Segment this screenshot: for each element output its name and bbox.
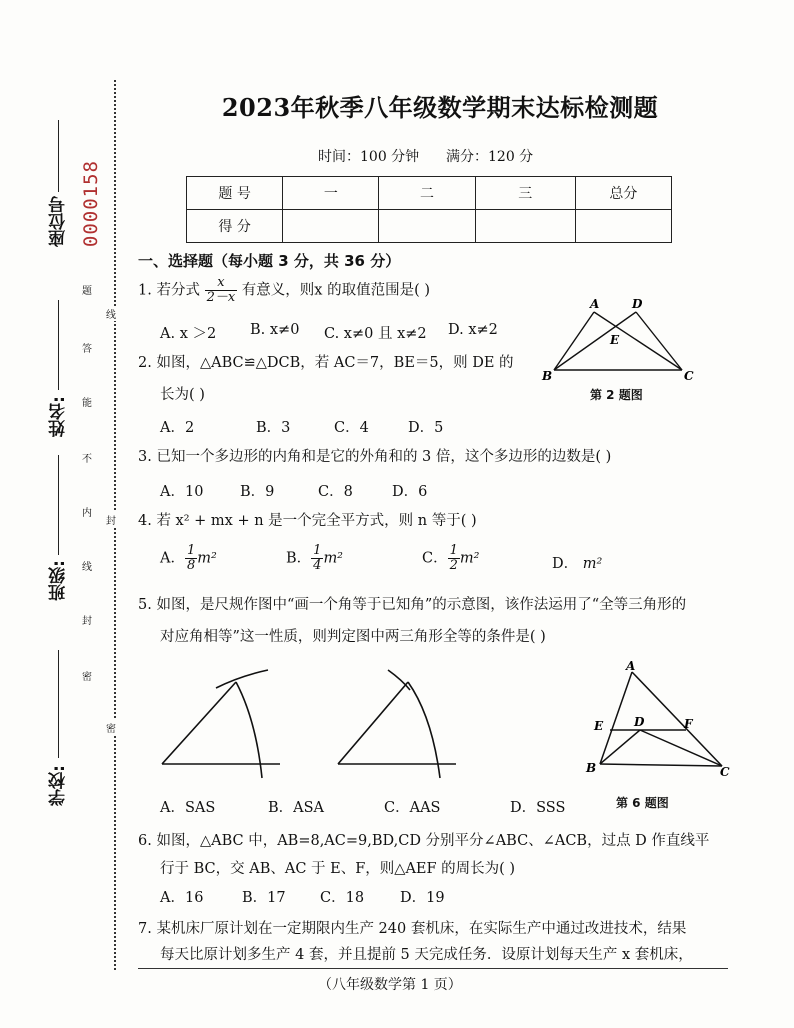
- question-7-line1: 7. 某机床厂原计划在一定期限内生产 240 套机床，在实际生产中通过改进技术，结果: [138, 921, 687, 937]
- question-2-line2: 长为( ): [160, 387, 205, 403]
- q1-frac-den: 2－x: [206, 290, 236, 305]
- question-5-line2: 对应角相等”这一性质，则判定图中两三角形全等的条件是( ): [160, 629, 546, 645]
- seal-char: 答: [82, 344, 92, 355]
- q2-label-b: B: [542, 369, 553, 383]
- footer-rule: [138, 968, 728, 969]
- q6-label-f: F: [684, 717, 693, 731]
- q5-option-c[interactable]: C．AAS: [384, 800, 441, 816]
- q2-label-d: D: [632, 297, 643, 311]
- q4-option-d[interactable]: [552, 552, 602, 573]
- score-cell: 一: [283, 177, 379, 210]
- score-cell: 二: [379, 177, 475, 210]
- time-info: 时间：100 分钟: [318, 149, 420, 165]
- q4-option-letter: C．: [422, 550, 448, 567]
- q4-option-tail: m²: [197, 550, 217, 567]
- q6-caption: 第 6 题图: [616, 796, 669, 810]
- q4-option-fraction: [448, 544, 460, 573]
- q4-frac-den: 4: [313, 558, 322, 573]
- q2-label-e: E: [610, 333, 620, 347]
- q6-figure: [584, 658, 734, 778]
- q1-fraction: [205, 276, 238, 305]
- name-label: 姓名:: [49, 396, 69, 437]
- q2-option-d[interactable]: D．5: [408, 420, 444, 436]
- q6-label-e: E: [594, 719, 604, 733]
- q5-option-b[interactable]: B．ASA: [268, 800, 325, 816]
- seal-char: 不: [82, 454, 92, 465]
- q2-option-b[interactable]: B．3: [256, 420, 291, 436]
- seal-char: 能: [82, 398, 92, 409]
- question-4: 4. 若 x² + mx + n 是一个完全平方式，则 n 等于( ): [138, 513, 477, 529]
- q4-option-letter: A．: [160, 550, 185, 567]
- q4-option-tail: m²: [582, 556, 603, 572]
- q2-option-c[interactable]: C．4: [334, 420, 369, 436]
- q4-option-letter: B．: [286, 550, 312, 567]
- q6-option-c[interactable]: C．18: [320, 890, 365, 906]
- school-label: 学校:: [49, 765, 69, 806]
- q4-option-letter: D．: [552, 556, 579, 572]
- q2-figure: [540, 294, 700, 384]
- q3-option-d[interactable]: D．6: [392, 484, 428, 500]
- q6-label-b: B: [586, 761, 597, 775]
- seal-mark: 线: [106, 306, 116, 321]
- score-info: 满分：120 分: [446, 149, 534, 165]
- q4-option-fraction: [311, 544, 323, 573]
- q4-option-c[interactable]: [422, 544, 479, 573]
- seal-mark: 密: [106, 720, 116, 735]
- q4-frac-num: 1: [449, 543, 458, 558]
- seal-mark: 封: [106, 512, 116, 527]
- question-6-line1: 6. 如图，△ABC 中，AB=8,AC=9,BD,CD 分别平分∠ABC、∠ACB，过点 D 作直线平: [138, 833, 710, 849]
- section-heading: 一、选择题（每小题 3 分，共 36 分）: [138, 252, 401, 270]
- q1-frac-num: x: [205, 276, 238, 291]
- q2-option-a[interactable]: A．2: [160, 420, 195, 436]
- name-blank-line: [58, 300, 59, 390]
- score-cell: 得 分: [187, 210, 283, 243]
- q6-label-c: C: [720, 765, 730, 778]
- q6-option-a[interactable]: A．16: [160, 890, 204, 906]
- seat-blank-line: [58, 120, 59, 192]
- question-2-line1: 2. 如图，△ABC≌△DCB，若 AC＝7，BE＝5，则 DE 的: [138, 355, 514, 371]
- school-blank-line: [58, 650, 59, 758]
- q3-option-b[interactable]: B．9: [240, 484, 275, 500]
- page-footer: （八年级数学第 1 页）: [318, 977, 462, 993]
- score-cell: 三: [475, 177, 575, 210]
- q4-option-fraction: [185, 544, 197, 573]
- exam-title: 2023年秋季八年级数学期末达标检测题: [221, 93, 659, 122]
- q4-option-tail: m²: [459, 550, 480, 567]
- q3-option-a[interactable]: A．10: [160, 484, 204, 500]
- q6-option-d[interactable]: D．19: [400, 890, 445, 906]
- q2-label-c: C: [684, 369, 694, 383]
- class-label: 班级:: [49, 560, 69, 601]
- q6-option-b[interactable]: B．17: [242, 890, 286, 906]
- seal-char: 题: [82, 286, 92, 297]
- q4-option-a[interactable]: [160, 544, 217, 573]
- seal-char: 线: [82, 562, 92, 573]
- question-3: 3. 已知一个多边形的内角和是它的外角和的 3 倍，这个多边形的边数是( ): [138, 449, 612, 465]
- score-table: [186, 176, 672, 243]
- q6-label-a: A: [626, 659, 636, 673]
- score-input-cell[interactable]: [575, 210, 671, 243]
- q2-label-a: A: [590, 297, 600, 311]
- q5-figure-right: [328, 660, 468, 790]
- serial-number: 0000158: [80, 160, 102, 248]
- q1-option-d[interactable]: D. x≠2: [448, 322, 498, 338]
- question-7-line2: 每天比原计划多生产 4 套，并且提前 5 天完成任务．设原计划每天生产 x 套机床，: [160, 947, 693, 963]
- seal-char: 封: [82, 616, 92, 627]
- seal-char: 内: [82, 508, 92, 519]
- score-cell: 题 号: [187, 177, 283, 210]
- question-1: [138, 276, 430, 305]
- question-6-line2: 行于 BC，交 AB、AC 于 E、F，则△AEF 的周长为( ): [160, 861, 516, 877]
- score-input-cell[interactable]: [379, 210, 475, 243]
- q5-option-a[interactable]: A．SAS: [160, 800, 216, 816]
- q1-option-b[interactable]: B. x≠0: [250, 322, 300, 338]
- q4-frac-num: 1: [313, 543, 322, 558]
- q5-option-d[interactable]: D．SSS: [510, 800, 566, 816]
- q5-figure-left: [150, 660, 290, 790]
- score-table-score-row: [187, 210, 672, 243]
- q6-label-d: D: [634, 715, 645, 729]
- q4-option-tail: m²: [323, 550, 343, 567]
- score-table-header-row: [187, 177, 672, 210]
- score-input-cell[interactable]: [475, 210, 575, 243]
- q3-option-c[interactable]: C．8: [318, 484, 353, 500]
- seat-label: 座位号: [49, 196, 69, 247]
- seal-char: 密: [82, 672, 92, 683]
- q1-suffix: 有意义，则x 的取值范围是( ): [241, 282, 430, 299]
- q1-option-a[interactable]: A. x ＞2: [160, 326, 217, 342]
- q4-frac-num: 1: [186, 543, 196, 558]
- q1-prefix: 1. 若分式: [138, 282, 200, 299]
- q4-frac-den: 8: [186, 558, 196, 573]
- q4-frac-den: 2: [449, 558, 458, 573]
- question-5-line1: 5. 如图，是尺规作图中“画一个角等于已知角”的示意图，该作法运用了“全等三角形的: [138, 597, 687, 613]
- class-blank-line: [58, 455, 59, 555]
- q4-option-b[interactable]: [286, 544, 343, 573]
- score-input-cell[interactable]: [283, 210, 379, 243]
- q2-caption: 第 2 题图: [590, 388, 643, 402]
- q1-option-c[interactable]: C. x≠0 且 x≠2: [324, 326, 427, 342]
- score-cell: 总分: [575, 177, 671, 210]
